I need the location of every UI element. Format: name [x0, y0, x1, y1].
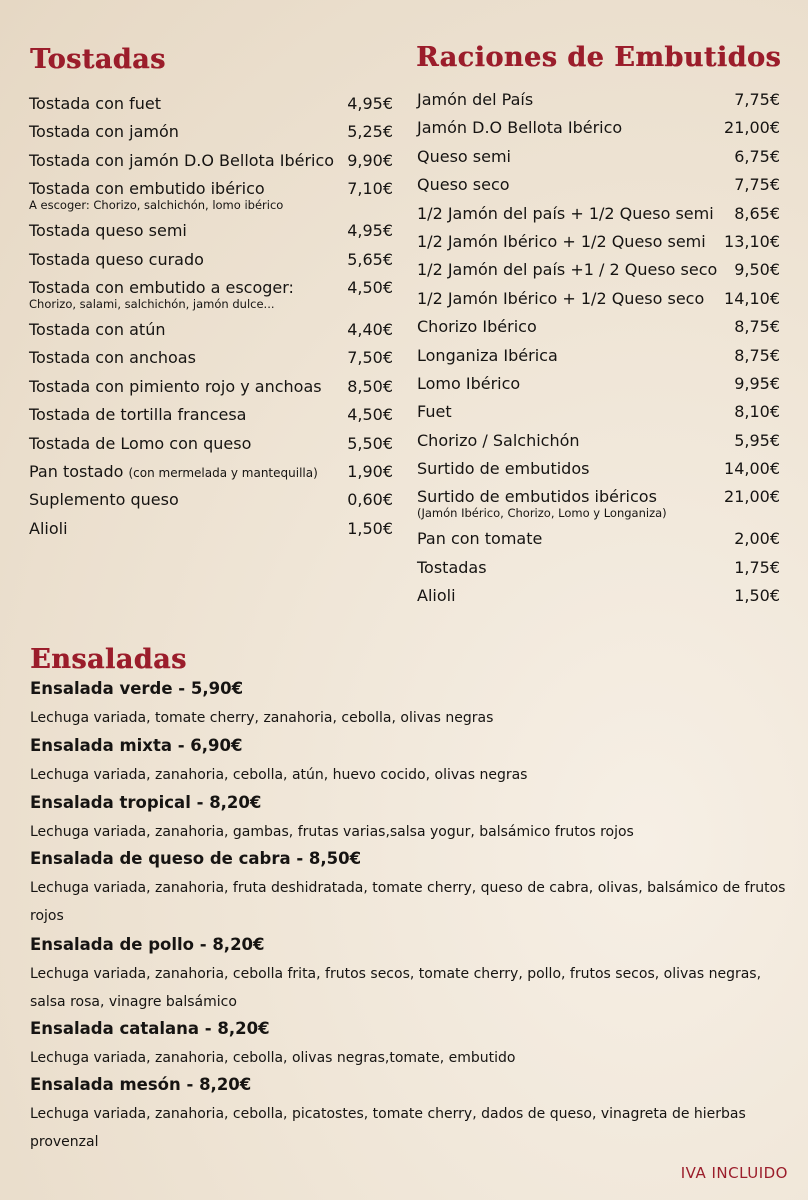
menu-item — [29, 377, 393, 405]
item-name: Tostada de Lomo con queso — [29, 433, 252, 453]
item-price: 7,50€ — [347, 348, 393, 368]
salad-description: Lechuga variada, zanahoria, cebolla, atún, huevo cocido, olivas negras — [30, 767, 528, 783]
menu-item — [29, 320, 393, 348]
menu-item — [417, 90, 780, 118]
item-name: Suplemento queso — [29, 490, 179, 510]
menu-item — [29, 179, 393, 221]
item-name: Queso seco — [417, 175, 510, 195]
item-name: Tostada con anchoas — [29, 348, 196, 368]
item-name: Queso semi — [417, 146, 511, 166]
menu-item — [29, 94, 393, 122]
salad-description: Lechuga variada, zanahoria, fruta deshidratada, tomate cherry, queso de cabra, olivas, balsámico de frutos rojos — [30, 880, 786, 924]
item-price: 4,50€ — [347, 277, 393, 297]
item-price: 5,95€ — [734, 430, 780, 450]
item-name: Tostada queso curado — [29, 249, 204, 269]
menu-item — [417, 402, 780, 430]
item-price: 5,25€ — [347, 122, 393, 142]
item-price: 21,00€ — [724, 118, 780, 138]
item-price: 1,75€ — [734, 557, 780, 577]
salad-item — [30, 848, 790, 930]
item-name: Chorizo / Salchichón — [417, 430, 580, 450]
salad-item — [30, 934, 790, 1016]
salad-title: Ensalada verde - 5,90€ — [30, 679, 244, 698]
item-name: Tostada de tortilla francesa — [29, 405, 247, 425]
item-price: 0,60€ — [347, 490, 393, 510]
salad-title: Ensalada mixta - 6,90€ — [30, 736, 243, 755]
item-name: 1/2 Jamón Ibérico + 1/2 Queso semi — [417, 231, 706, 251]
item-name: Lomo Ibérico — [417, 373, 521, 393]
salad-item — [30, 1074, 790, 1156]
item-price: 8,65€ — [734, 203, 780, 223]
item-price: 7,75€ — [734, 90, 780, 109]
item-price: 13,10€ — [724, 231, 780, 251]
item-name: Jamón del País — [417, 90, 534, 109]
item-name: Surtido de embutidos — [417, 459, 590, 479]
salad-item — [30, 678, 790, 732]
item-name: Alioli — [417, 586, 456, 606]
menu-item — [417, 529, 780, 557]
item-price: 21,00€ — [724, 487, 780, 507]
menu-item — [29, 405, 393, 433]
salad-item — [30, 1018, 790, 1072]
menu-item — [417, 260, 780, 288]
menu-item — [29, 490, 393, 518]
salad-title: Ensalada de queso de cabra - 8,50€ — [30, 849, 362, 868]
item-name: Alioli — [29, 518, 68, 538]
item-price: 7,75€ — [734, 175, 780, 195]
salad-title: Ensalada de pollo - 8,20€ — [30, 935, 265, 954]
salad-item — [30, 735, 790, 789]
item-name: Tostada queso semi — [29, 221, 187, 241]
item-name-wrap — [29, 462, 318, 483]
tostadas-heading: Tostadas — [30, 44, 166, 75]
menu-item — [417, 346, 780, 374]
item-name: Fuet — [417, 402, 452, 422]
menu-item — [29, 250, 393, 278]
item-note: (con mermelada y mantequilla) — [128, 465, 318, 480]
item-price: 5,50€ — [347, 433, 393, 453]
menu-item — [29, 122, 393, 150]
item-name: Surtido de embutidos ibéricos — [417, 487, 657, 507]
item-name: Tostada con embutido ibérico — [29, 179, 265, 199]
menu-item — [417, 487, 780, 529]
menu-item — [29, 151, 393, 179]
item-price: 4,95€ — [347, 94, 393, 113]
menu-item — [417, 289, 780, 317]
menu-item — [417, 431, 780, 459]
item-price: 9,95€ — [734, 373, 780, 393]
ensaladas-heading: Ensaladas — [30, 644, 187, 675]
item-price: 4,50€ — [347, 405, 393, 425]
item-name: 1/2 Jamón del país +1 / 2 Queso seco — [417, 260, 718, 280]
menu-item — [29, 519, 393, 547]
item-name: Tostada con jamón D.O Bellota Ibérico — [29, 150, 335, 170]
item-name: 1/2 Jamón del país + 1/2 Queso semi — [417, 203, 714, 223]
item-price: 1,50€ — [347, 518, 393, 538]
item-price: 2,00€ — [734, 529, 780, 549]
menu-item — [417, 204, 780, 232]
item-name: Pan tostado — [29, 461, 124, 481]
menu-item — [29, 434, 393, 462]
item-name: Jamón D.O Bellota Ibérico — [417, 118, 623, 138]
salad-description: Lechuga variada, zanahoria, cebolla frita, frutos secos, tomate cherry, pollo, frutos secos, olivas negras, salsa rosa, vinagre balsámico — [30, 966, 762, 1010]
menu-item — [29, 221, 393, 249]
item-price: 8,50€ — [347, 376, 393, 396]
salad-description: Lechuga variada, zanahoria, cebolla, picatostes, tomate cherry, dados de queso, vinagreta de hierbas provenzal — [30, 1106, 746, 1150]
menu-item — [417, 147, 780, 175]
item-price: 14,10€ — [724, 288, 780, 308]
menu-item — [417, 558, 780, 586]
item-price: 14,00€ — [724, 459, 780, 479]
item-name: Tostada con jamón — [29, 122, 179, 142]
raciones-list — [417, 90, 780, 615]
menu-item — [417, 232, 780, 260]
salad-title: Ensalada catalana - 8,20€ — [30, 1019, 270, 1038]
item-price: 1,90€ — [347, 461, 393, 481]
salad-item — [30, 792, 790, 846]
menu-item — [417, 586, 780, 614]
salad-description: Lechuga variada, tomate cherry, zanahoria, cebolla, olivas negras — [30, 710, 494, 726]
item-price: 9,90€ — [347, 150, 393, 170]
menu-item — [417, 374, 780, 402]
menu-item — [29, 348, 393, 376]
item-price: 9,50€ — [734, 260, 780, 280]
item-price: 4,40€ — [347, 319, 393, 339]
raciones-heading: Raciones de Embutidos — [416, 42, 782, 73]
item-name: Tostada con embutido a escoger: — [29, 277, 294, 297]
item-price: 6,75€ — [734, 146, 780, 166]
item-price: 8,75€ — [734, 317, 780, 337]
item-price: 8,10€ — [734, 402, 780, 422]
menu-item — [417, 175, 780, 203]
item-name: Pan con tomate — [417, 529, 543, 549]
item-name: Tostada con pimiento rojo y anchoas — [29, 376, 322, 396]
item-price: 5,65€ — [347, 249, 393, 269]
menu-item — [29, 462, 393, 490]
salad-description: Lechuga variada, zanahoria, cebolla, olivas negras,tomate, embutido — [30, 1050, 516, 1066]
menu-item — [29, 278, 393, 320]
tostadas-list — [29, 94, 393, 547]
item-note: A escoger: Chorizo, salchichón, lomo ibérico — [29, 198, 284, 213]
salad-title: Ensalada tropical - 8,20€ — [30, 793, 262, 812]
item-name: Chorizo Ibérico — [417, 317, 537, 337]
salad-title: Ensalada mesón - 8,20€ — [30, 1075, 252, 1094]
item-note: (Jamón Ibérico, Chorizo, Lomo y Longaniza) — [417, 506, 667, 521]
item-price: 8,75€ — [734, 345, 780, 365]
item-price: 1,50€ — [734, 586, 780, 606]
item-name: Tostada con fuet — [29, 94, 162, 113]
item-name: 1/2 Jamón Ibérico + 1/2 Queso seco — [417, 288, 705, 308]
item-price: 7,10€ — [347, 179, 393, 199]
salad-description: Lechuga variada, zanahoria, gambas, frutas varias,salsa yogur, balsámico frutos rojos — [30, 824, 634, 840]
iva-notice: IVA INCLUIDO — [680, 1164, 788, 1182]
menu-item — [417, 118, 780, 146]
item-name: Tostada con atún — [29, 319, 166, 339]
item-note: Chorizo, salami, salchichón, jamón dulce... — [29, 296, 275, 311]
item-price: 4,95€ — [347, 221, 393, 241]
item-name: Tostadas — [417, 557, 487, 577]
menu-item — [417, 317, 780, 345]
menu-item — [417, 459, 780, 487]
item-name: Longaniza Ibérica — [417, 345, 558, 365]
